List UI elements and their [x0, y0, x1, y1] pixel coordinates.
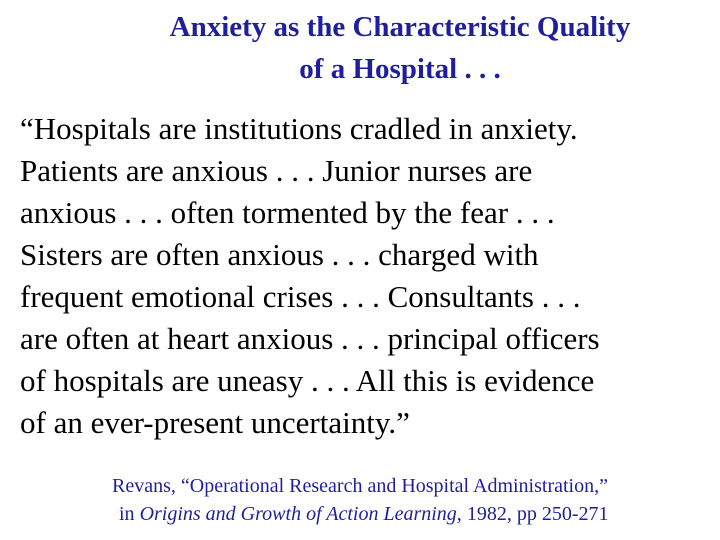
slide-title [100, 6, 700, 90]
quote-line: anxious . . . often tormented by the fear . . . [20, 195, 555, 230]
quote-line: of an ever-present uncertainty.” [20, 405, 410, 440]
quote-line: Sisters are often anxious . . . charged with [20, 237, 539, 272]
slide-title-line-1: Anxiety as the Characteristic Quality [169, 11, 631, 43]
citation-suffix: 1982, pp 250-271 [461, 503, 609, 525]
quote-line: frequent emotional crises . . . Consultants . . . [20, 279, 581, 314]
slide-title-line-2: of a Hospital . . . [299, 53, 501, 85]
citation-prefix: in [119, 503, 140, 525]
citation-line-1: Revans, “Operational Research and Hospital Administration,” [112, 475, 608, 497]
quote-line: of hospitals are uneasy . . . All this is evidence [20, 363, 595, 398]
citation [112, 472, 712, 528]
quote-block [20, 108, 710, 444]
quote-line: Patients are anxious . . . Junior nurses are [20, 153, 533, 188]
quote-line: are often at heart anxious . . . principal officers [20, 321, 600, 356]
citation-book-title: Origins and Growth of Action Learning, [139, 503, 462, 525]
quote-line: “Hospitals are institutions cradled in anxiety. [20, 111, 578, 146]
citation-line-2 [112, 500, 712, 528]
